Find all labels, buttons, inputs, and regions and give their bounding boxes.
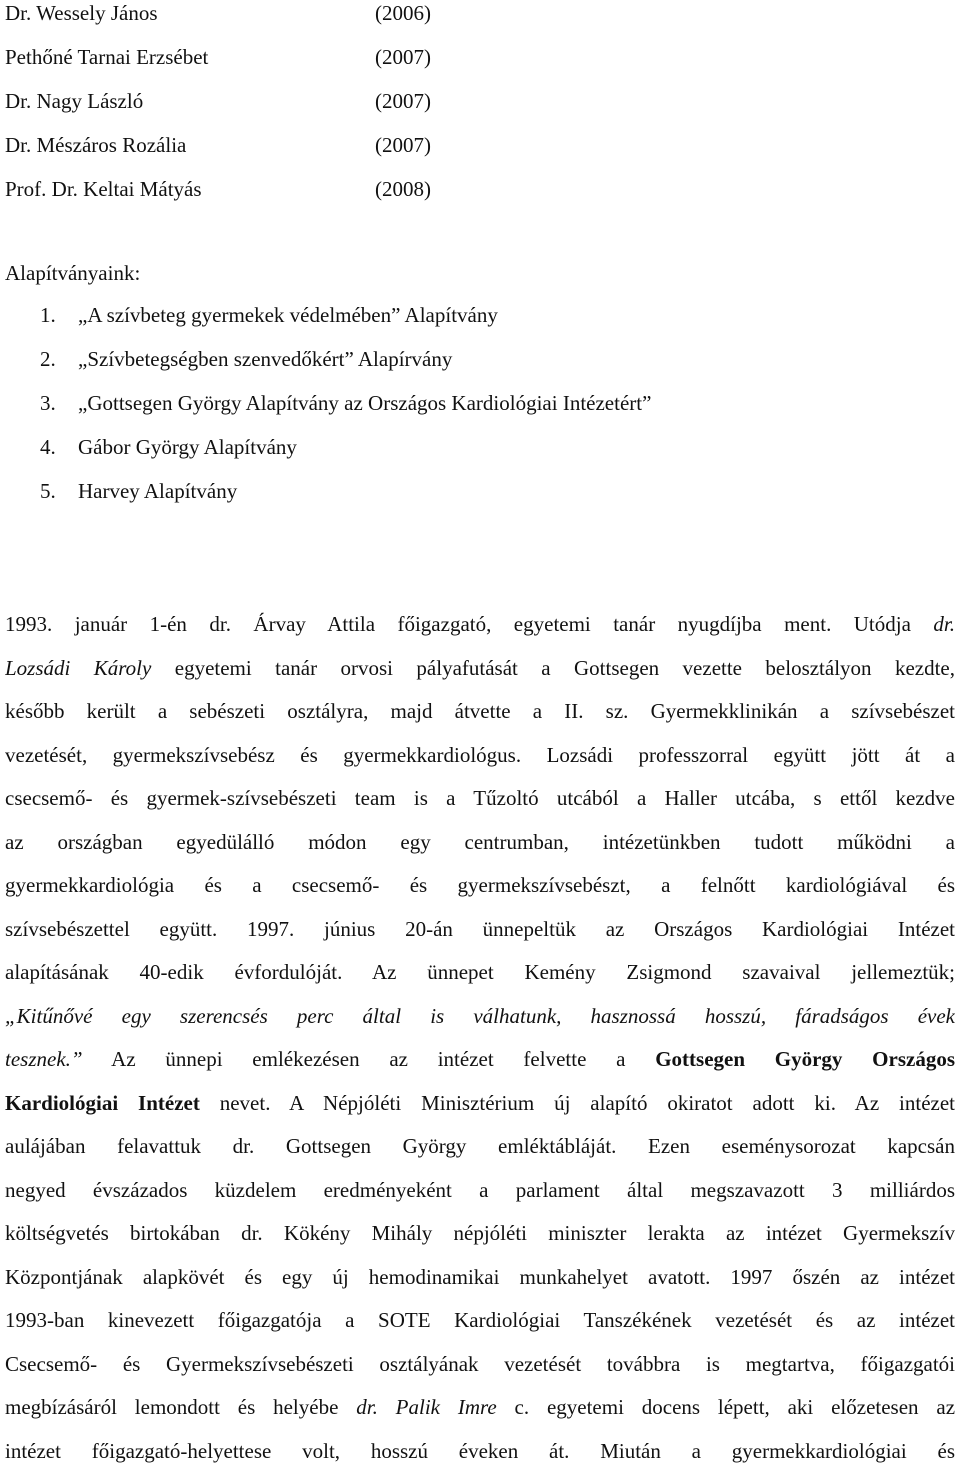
awardee-row [5, 176, 465, 220]
foundation-number: 3. [40, 390, 78, 416]
foundations-heading: Alapítványaink: [5, 260, 140, 286]
paragraph-line: vezetését, gyermekszívsebész és gyermekkardiológus. Lozsádi professzorral együtt jött át a [5, 734, 955, 778]
line-text-italic: dr. [933, 612, 955, 636]
paragraph-line: gyermekkardiológia és a csecsemő- és gyermekszívsebészt, a felnőtt kardiológiával és [5, 864, 955, 908]
paragraph-line [5, 1038, 955, 1082]
history-paragraph [5, 603, 955, 1473]
line-text: nevet. A Népjóléti Minisztérium új alapító okiratot adott ki. Az intézet [220, 1091, 955, 1115]
awardee-row [5, 88, 465, 132]
awardee-row [5, 0, 465, 44]
paragraph-line: 1993-ban kinevezett főigazgatója a SOTE Kardiológiai Tanszékének vezetését és az intézet [5, 1299, 955, 1343]
paragraph-line: később került a sebészeti osztályra, majd átvette a II. sz. Gyermekklinikán a szívsebészet [5, 690, 955, 734]
line-text: Az ünnepi emlékezésen az intézet felvette a [111, 1047, 625, 1071]
awardee-name: Pethőné Tarnai Erzsébet [5, 44, 208, 70]
awardee-row [5, 44, 465, 88]
award-year: (2007) [375, 88, 431, 114]
award-year: (2007) [375, 132, 431, 158]
foundation-list [40, 302, 651, 522]
foundation-number: 5. [40, 478, 78, 504]
paragraph-line: alapításának 40-edik évfordulóját. Az ünnepet Kemény Zsigmond szavaival jellemeztük; [5, 951, 955, 995]
award-year: (2006) [375, 0, 431, 26]
paragraph-line: költségvetés birtokában dr. Kökény Mihály népjóléti miniszter lerakta az intézet Gyermekszív [5, 1212, 955, 1256]
foundation-label: Harvey Alapítvány [78, 479, 237, 503]
paragraph-line: negyed évszázados küzdelem eredményeként a parlament által megszavazott 3 milliárdos [5, 1169, 955, 1213]
paragraph-line: az országban egyedülálló módon egy centrumban, intézetünkben tudott működni a [5, 821, 955, 865]
paragraph-line [5, 647, 955, 691]
paragraph-line: aulájában felavattuk dr. Gottsegen György emléktábláját. Ezen eseménysorozat kapcsán [5, 1125, 955, 1169]
foundation-number: 4. [40, 434, 78, 460]
award-year: (2007) [375, 44, 431, 70]
paragraph-line: Központjának alapkövét és egy új hemodinamikai munkahelyet avatott. 1997 őszén az intézet [5, 1256, 955, 1300]
foundation-number: 2. [40, 346, 78, 372]
line-text: egyetemi tanár orvosi pályafutását a Gottsegen vezette belosztályon kezdte, [175, 656, 955, 680]
foundation-label: Gábor György Alapítvány [78, 435, 297, 459]
foundation-number: 1. [40, 302, 78, 328]
paragraph-line [5, 1386, 955, 1430]
line-text-bold: Gottsegen György Országos [655, 1047, 955, 1071]
paragraph-line [5, 995, 955, 1039]
paragraph-line: Csecsemő- és Gyermekszívsebészeti osztályának vezetését továbbra is megtartva, főigazgatói [5, 1343, 955, 1387]
line-text-italic: tesznek.” [5, 1047, 83, 1071]
foundation-item [40, 346, 651, 390]
paragraph-line [5, 1082, 955, 1126]
paragraph-line [5, 603, 955, 647]
foundation-item [40, 390, 651, 434]
awardee-name: Dr. Mészáros Rozália [5, 132, 186, 158]
line-text: megbízásáról lemondott és helyébe [5, 1395, 338, 1419]
awardee-list [5, 0, 465, 220]
foundation-label: „A szívbeteg gyermekek védelmében” Alapítvány [78, 303, 498, 327]
line-text-italic: „Kitűnővé egy szerencsés perc által is válhatunk, hasznossá hosszú, fáradságos évek [5, 1004, 955, 1028]
awardee-name: Dr. Wessely János [5, 0, 158, 26]
line-text-italic: Lozsádi Károly [5, 656, 151, 680]
line-text-bold: Kardiológiai Intézet [5, 1091, 200, 1115]
foundation-item [40, 302, 651, 346]
paragraph-line: csecsemő- és gyermek-szívsebészeti team is a Tűzoltó utcából a Haller utcába, s ettől kezdve [5, 777, 955, 821]
foundation-label: „Gottsegen György Alapítvány az Országos Kardiológiai Intézetért” [78, 391, 651, 415]
awardee-row [5, 132, 465, 176]
paragraph-line: intézet főigazgató-helyettese volt, hosszú éveken át. Miután a gyermekkardiológiai és [5, 1430, 955, 1473]
foundation-item [40, 434, 651, 478]
paragraph-line: szívsebészettel együtt. 1997. június 20-án ünnepeltük az Országos Kardiológiai Intézet [5, 908, 955, 952]
foundation-label: „Szívbetegségben szenvedőkért” Alapírvány [78, 347, 452, 371]
line-text-italic: dr. Palik Imre [356, 1395, 496, 1419]
line-text: 1993. január 1-én dr. Árvay Attila főigazgató, egyetemi tanár nyugdíjba ment. Utódja [5, 612, 911, 636]
foundation-item [40, 478, 651, 522]
line-text: c. egyetemi docens lépett, aki előzetesen az [515, 1395, 955, 1419]
award-year: (2008) [375, 176, 431, 202]
awardee-name: Dr. Nagy László [5, 88, 143, 114]
awardee-name: Prof. Dr. Keltai Mátyás [5, 176, 202, 202]
